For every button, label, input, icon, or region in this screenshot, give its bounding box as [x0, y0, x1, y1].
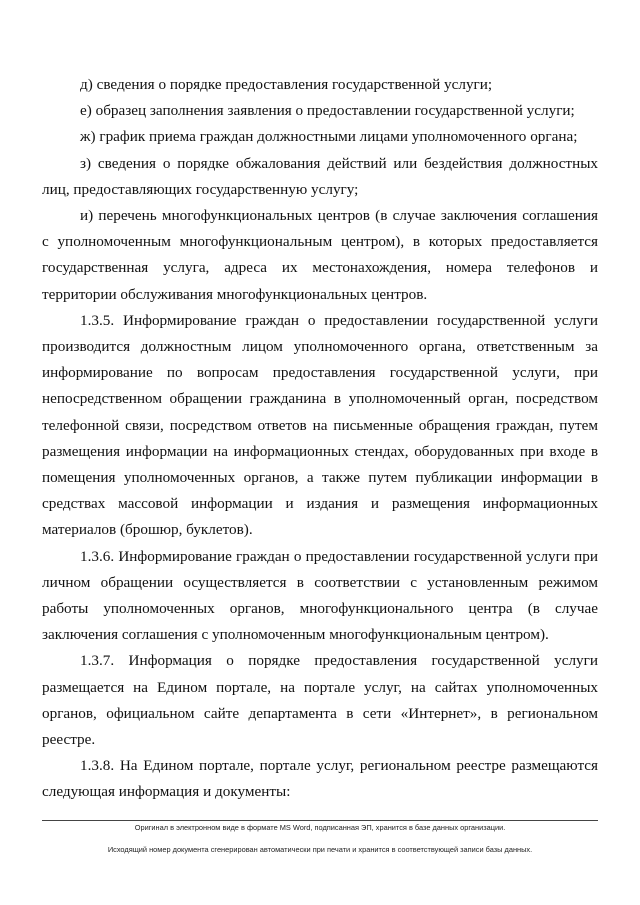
footer-note-original: Оригинал в электронном виде в формате MS Word, подписанная ЭП, хранится в базе данных организации. — [134, 823, 506, 832]
footer-divider — [42, 820, 598, 821]
document-body — [42, 72, 598, 806]
paragraph-1-3-5: 1.3.5. Информирование граждан о предоставлении государственной услуги производится должностным лицом уполномоченного органа, ответственным за информирование по вопросам предоставления государственной услуги, при непосредственном обращении гражданина в уполномоченный орган, посредством телефонной связи, посредством ответов на письменные обращения граждан, путем размещения информации на информационных стендах, оборудованных при входе в помещения уполномоченных органов, а также путем публикации информации в средствах массовой информации и издания и размещения информационных материалов (брошюр, буклетов). — [42, 311, 598, 539]
footer-note-number: Исходящий номер документа сгенерирован автоматически при печати и хранится в соответствующей записи базы данных. — [107, 845, 533, 854]
paragraph-item-z: з) сведения о порядке обжалования действий или бездействия должностных лиц, предоставляющих государственную услугу; — [42, 154, 598, 198]
paragraph-item-zh: ж) график приема граждан должностными лицами уполномоченного органа; — [80, 128, 578, 146]
paragraph-item-i: и) перечень многофункциональных центров (в случае заключения соглашения с уполномоченным многофункциональным центром), в которых предоставляется государственная услуга, адреса их местонахождения, номера телефонов и территории обслуживания многофункциональных центров. — [42, 207, 598, 303]
paragraph-item-d: д) сведения о порядке предоставления государственной услуги; — [80, 76, 493, 93]
paragraph-1-3-8: 1.3.8. На Едином портале, портале услуг, региональном реестре размещаются следующая информация и документы: — [42, 757, 598, 801]
paragraph-1-3-7: 1.3.7. Информация о порядке предоставления государственной услуги размещается на Едином портале, на портале услуг, на сайтах уполномоченных органов, официальном сайте департамента в сети «Интернет», в региональном реестре. — [42, 652, 598, 749]
paragraph-item-e: е) образец заполнения заявления о предоставлении государственной услуги; — [80, 102, 575, 120]
paragraph-1-3-6: 1.3.6. Информирование граждан о предоставлении государственной услуги при личном обращении осуществляется в соответствии с установленным режимом работы уполномоченных органов, многофункционального центра (в случае заключения соглашения с уполномоченным многофункциональным центром). — [42, 547, 598, 644]
